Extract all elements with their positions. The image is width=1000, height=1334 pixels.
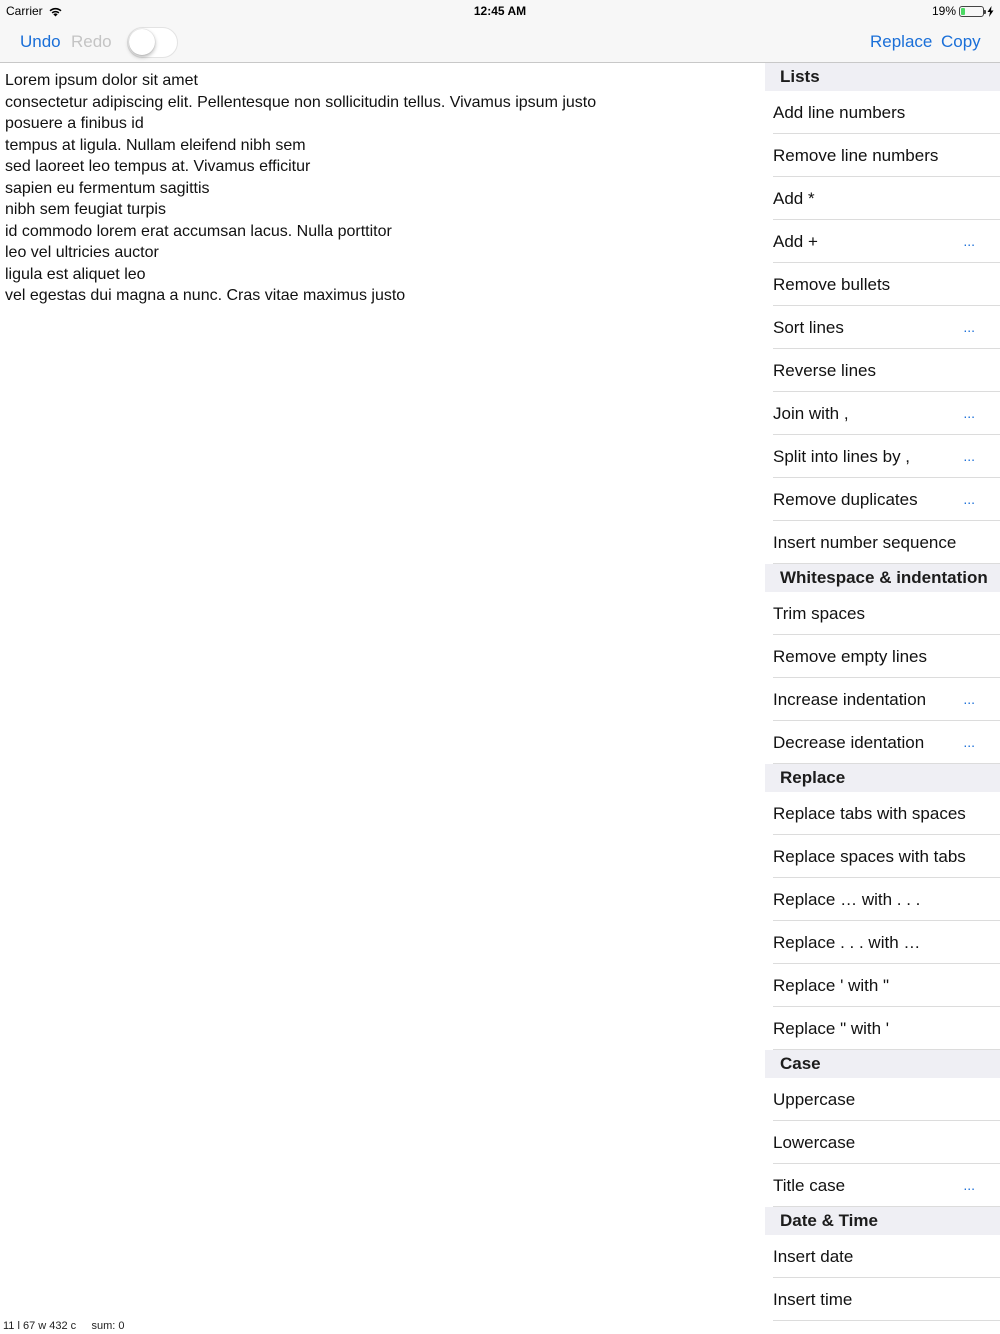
action-label: Replace ' with " bbox=[773, 976, 890, 995]
action-label: Join with , bbox=[773, 404, 849, 423]
section-header: Date & Time bbox=[765, 1207, 1000, 1235]
action-label: Sort lines bbox=[773, 318, 844, 337]
action-label: Uppercase bbox=[773, 1090, 856, 1109]
action-item[interactable] bbox=[765, 1121, 1000, 1164]
text-stats: 11 l 67 w 432 c bbox=[3, 1320, 77, 1332]
action-item[interactable] bbox=[765, 592, 1000, 635]
action-label: Decrease identation bbox=[773, 733, 925, 752]
action-item[interactable] bbox=[765, 1007, 1000, 1050]
action-label: Add + bbox=[773, 232, 818, 251]
section-header: Case bbox=[765, 1050, 1000, 1078]
action-label: Add line numbers bbox=[773, 103, 906, 122]
more-options-button[interactable]: ... bbox=[963, 491, 975, 507]
action-label: Remove bullets bbox=[773, 275, 891, 294]
more-options-button[interactable]: ... bbox=[963, 691, 975, 707]
action-item[interactable] bbox=[765, 921, 1000, 964]
action-item[interactable] bbox=[765, 1164, 1000, 1207]
action-item[interactable] bbox=[765, 349, 1000, 392]
toggle-knob bbox=[129, 29, 155, 55]
action-item[interactable] bbox=[765, 177, 1000, 220]
editor-line: tempus at ligula. Nullam eleifend nibh sem bbox=[5, 136, 306, 154]
action-label: Remove empty lines bbox=[773, 647, 928, 666]
action-label: Insert date bbox=[773, 1247, 854, 1266]
action-item[interactable] bbox=[765, 306, 1000, 349]
action-item[interactable] bbox=[765, 1235, 1000, 1278]
editor-line: ligula est aliquet leo bbox=[5, 265, 146, 283]
action-label: Insert number sequence bbox=[773, 533, 957, 552]
editor-line: sed laoreet leo tempus at. Vivamus efficitur bbox=[5, 158, 311, 175]
action-label: Replace " with ' bbox=[773, 1019, 890, 1038]
battery-percent: 19% bbox=[931, 4, 956, 18]
editor-line: sapien eu fermentum sagittis bbox=[5, 179, 210, 197]
action-label: Replace … with . . . bbox=[773, 890, 921, 909]
action-item[interactable] bbox=[765, 263, 1000, 306]
section-header: Whitespace & indentation bbox=[765, 564, 1000, 592]
action-label: Add * bbox=[773, 189, 815, 208]
copy-button[interactable]: Copy bbox=[941, 32, 981, 51]
clock: 12:45 AM bbox=[473, 4, 527, 18]
actions-panel[interactable] bbox=[765, 63, 1000, 1334]
editor-line: leo vel ultricies auctor bbox=[5, 244, 159, 261]
action-label: Reverse lines bbox=[773, 361, 876, 380]
more-options-button[interactable]: ... bbox=[963, 448, 975, 464]
editor-line: Lorem ipsum dolor sit amet bbox=[5, 72, 198, 89]
mode-toggle[interactable] bbox=[127, 27, 178, 58]
carrier-label: Carrier bbox=[6, 4, 43, 18]
action-label: Replace spaces with tabs bbox=[773, 847, 966, 866]
action-item[interactable] bbox=[765, 521, 1000, 564]
action-item[interactable] bbox=[765, 134, 1000, 177]
action-item[interactable] bbox=[765, 835, 1000, 878]
section-header: Replace bbox=[765, 764, 1000, 792]
action-label: Lowercase bbox=[773, 1133, 856, 1152]
action-item[interactable] bbox=[765, 792, 1000, 835]
action-item[interactable] bbox=[765, 721, 1000, 764]
action-item[interactable] bbox=[765, 964, 1000, 1007]
more-options-button[interactable]: ... bbox=[963, 1177, 975, 1193]
editor-line: consectetur adipiscing elit. Pellentesque non sollicitudin tellus. Vivamus ipsum justo bbox=[5, 93, 597, 111]
toolbar bbox=[0, 22, 1000, 63]
battery-group bbox=[932, 4, 994, 18]
action-item[interactable] bbox=[765, 878, 1000, 921]
action-label: Trim spaces bbox=[773, 604, 865, 623]
editor-line: posuere a finibus id bbox=[5, 115, 144, 132]
action-label: Insert time bbox=[773, 1290, 853, 1309]
action-item[interactable] bbox=[765, 678, 1000, 721]
status-bar bbox=[0, 0, 1000, 22]
action-item[interactable] bbox=[765, 635, 1000, 678]
status-footer bbox=[3, 1320, 124, 1332]
action-label: Remove duplicates bbox=[773, 490, 918, 509]
battery-level bbox=[961, 8, 965, 15]
bolt-icon bbox=[987, 6, 994, 17]
more-options-button[interactable]: ... bbox=[963, 405, 975, 421]
action-label: Split into lines by , bbox=[773, 447, 911, 466]
more-options-button[interactable]: ... bbox=[963, 319, 975, 335]
battery-icon bbox=[959, 6, 984, 17]
action-label: Increase indentation bbox=[773, 690, 927, 709]
action-label: Remove line numbers bbox=[773, 146, 939, 165]
action-item[interactable] bbox=[765, 478, 1000, 521]
action-item[interactable] bbox=[765, 1278, 1000, 1321]
text-editor[interactable] bbox=[0, 63, 765, 1313]
action-item[interactable] bbox=[765, 1078, 1000, 1121]
undo-button[interactable]: Undo bbox=[20, 32, 61, 51]
action-item[interactable] bbox=[765, 435, 1000, 478]
action-item[interactable] bbox=[765, 91, 1000, 134]
editor-line: nibh sem feugiat turpis bbox=[5, 201, 166, 218]
action-label: Replace tabs with spaces bbox=[773, 804, 966, 823]
more-options-button[interactable]: ... bbox=[963, 233, 975, 249]
more-options-button[interactable]: ... bbox=[963, 734, 975, 750]
redo-button[interactable]: Redo bbox=[71, 32, 112, 51]
sum-label: sum: 0 bbox=[91, 1320, 125, 1332]
action-label: Title case bbox=[773, 1176, 846, 1195]
editor-line: id commodo lorem erat accumsan lacus. Nulla porttitor bbox=[5, 222, 392, 240]
replace-button[interactable]: Replace bbox=[870, 32, 933, 51]
action-label: Replace . . . with … bbox=[773, 933, 921, 952]
section-header: Lists bbox=[765, 63, 1000, 91]
action-item[interactable] bbox=[765, 392, 1000, 435]
action-item[interactable] bbox=[765, 220, 1000, 263]
editor-line: vel egestas dui magna a nunc. Cras vitae maximus justo bbox=[5, 287, 406, 304]
